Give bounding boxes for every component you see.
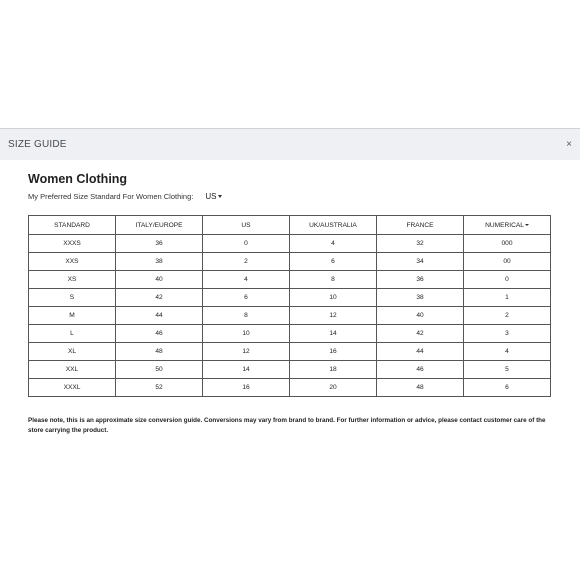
table-cell: 42 xyxy=(116,289,203,307)
table-cell: 8 xyxy=(290,271,377,289)
table-header-row xyxy=(29,216,551,235)
table-cell: 18 xyxy=(290,361,377,379)
table-cell: L xyxy=(29,325,116,343)
size-standard-value: US xyxy=(205,192,217,201)
chevron-down-icon xyxy=(525,224,529,226)
table-cell: 5 xyxy=(464,361,551,379)
table-cell: 1 xyxy=(464,289,551,307)
table-cell: 00 xyxy=(464,253,551,271)
modal-title: SIZE GUIDE xyxy=(8,139,67,150)
table-cell: 000 xyxy=(464,235,551,253)
header-numerical-label: NUMERICAL xyxy=(485,221,524,229)
table-cell: 48 xyxy=(377,379,464,397)
table-cell: 0 xyxy=(464,271,551,289)
table-cell: XS xyxy=(29,271,116,289)
table-cell: XXXS xyxy=(29,235,116,253)
table-cell: 38 xyxy=(377,289,464,307)
modal-body xyxy=(0,160,580,435)
table-cell: 10 xyxy=(203,325,290,343)
header-numerical[interactable] xyxy=(464,216,551,235)
table-cell: XXL xyxy=(29,361,116,379)
size-standard-select[interactable] xyxy=(205,192,222,201)
table-cell: 2 xyxy=(464,307,551,325)
preferred-standard-label: My Preferred Size Standard For Women Clothing: xyxy=(28,192,194,201)
table-cell: 40 xyxy=(377,307,464,325)
table-cell: 52 xyxy=(116,379,203,397)
table-cell: 34 xyxy=(377,253,464,271)
table-row xyxy=(29,307,551,325)
table-cell: 12 xyxy=(203,343,290,361)
table-cell: 48 xyxy=(116,343,203,361)
table-cell: 4 xyxy=(203,271,290,289)
table-cell: M xyxy=(29,307,116,325)
table-cell: 44 xyxy=(377,343,464,361)
table-row xyxy=(29,235,551,253)
size-table xyxy=(28,215,551,397)
table-cell: 36 xyxy=(377,271,464,289)
table-cell: 46 xyxy=(116,325,203,343)
table-cell: 6 xyxy=(290,253,377,271)
table-row xyxy=(29,289,551,307)
table-cell: 8 xyxy=(203,307,290,325)
table-cell: 6 xyxy=(464,379,551,397)
header-italy-europe: ITALY/EUROPE xyxy=(116,216,203,235)
table-cell: 4 xyxy=(290,235,377,253)
preferred-standard-row xyxy=(28,192,552,201)
table-cell: 16 xyxy=(203,379,290,397)
table-cell: 14 xyxy=(290,325,377,343)
disclaimer-note: Please note, this is an approximate size conversion guide. Conversions may vary from brand to brand. For further information or advice, please contact customer care of the store carrying the product. xyxy=(28,417,546,434)
size-guide-modal xyxy=(0,128,580,451)
table-cell: 10 xyxy=(290,289,377,307)
table-cell: 6 xyxy=(203,289,290,307)
table-body xyxy=(29,235,551,397)
table-row xyxy=(29,379,551,397)
header-standard: STANDARD xyxy=(29,216,116,235)
table-cell: 42 xyxy=(377,325,464,343)
table-cell: XL xyxy=(29,343,116,361)
table-cell: 44 xyxy=(116,307,203,325)
header-us: US xyxy=(203,216,290,235)
close-icon[interactable]: × xyxy=(566,138,572,150)
table-cell: 4 xyxy=(464,343,551,361)
table-cell: 38 xyxy=(116,253,203,271)
table-cell: 2 xyxy=(203,253,290,271)
modal-header xyxy=(0,129,580,160)
table-cell: XXXL xyxy=(29,379,116,397)
table-cell: 12 xyxy=(290,307,377,325)
table-cell: 32 xyxy=(377,235,464,253)
table-cell: 46 xyxy=(377,361,464,379)
table-cell: 36 xyxy=(116,235,203,253)
table-cell: 20 xyxy=(290,379,377,397)
table-cell: XXS xyxy=(29,253,116,271)
table-row xyxy=(29,325,551,343)
table-row xyxy=(29,361,551,379)
table-cell: S xyxy=(29,289,116,307)
table-cell: 14 xyxy=(203,361,290,379)
table-row xyxy=(29,271,551,289)
table-cell: 50 xyxy=(116,361,203,379)
chevron-down-icon xyxy=(218,195,222,198)
table-cell: 3 xyxy=(464,325,551,343)
section-title: Women Clothing xyxy=(28,172,128,186)
table-cell: 0 xyxy=(203,235,290,253)
table-row xyxy=(29,253,551,271)
table-cell: 40 xyxy=(116,271,203,289)
table-row xyxy=(29,343,551,361)
table-cell: 16 xyxy=(290,343,377,361)
header-france: FRANCE xyxy=(377,216,464,235)
header-uk-australia: UK/AUSTRALIA xyxy=(290,216,377,235)
